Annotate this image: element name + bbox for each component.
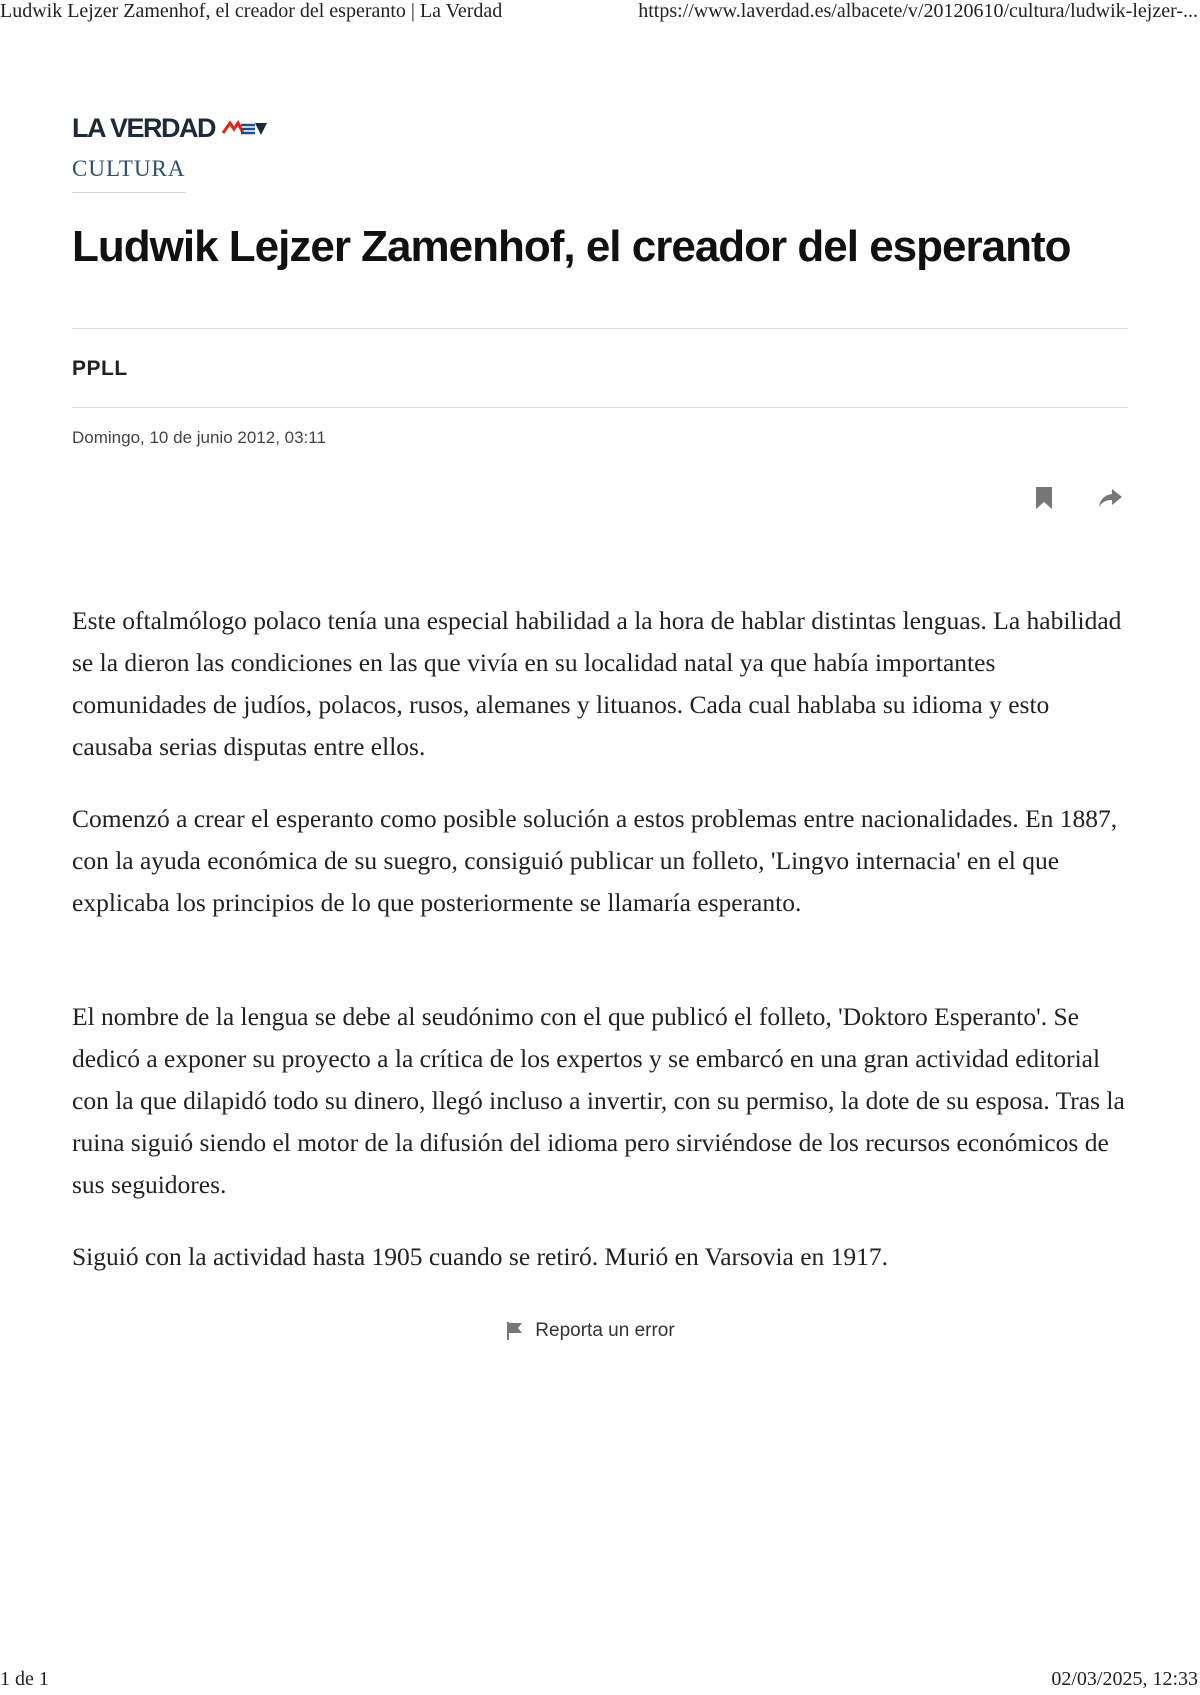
article-tools	[72, 482, 1128, 522]
article-paragraph: El nombre de la lengua se debe al seudónimo con el que publicó el folleto, 'Doktoro Esperanto'. Se dedicó a exponer su proyecto a la crítica de los expertos y se embarcó en una gran actividad editorial con la que dilapidó todo su dinero, llegó incluso a invertir, con su permiso, la dote de su esposa. Tras la ruina siguió siendo el motor de la difusión del idioma pero sirviéndose de los recursos económicos de sus seguidores.	[72, 1001, 1125, 1199]
article-body	[72, 600, 1128, 1278]
print-header	[0, 0, 1200, 26]
article-paragraph: Comenzó a crear el esperanto como posible solución a estos problemas entre nacionalidades. En 1887, con la ayuda económica de su suegro, consiguió publicar un folleto, 'Lingvo internacia' en el que explicaba los principios de lo que posteriormente se llamaría esperanto.	[72, 803, 1118, 917]
report-error-link[interactable]	[72, 1320, 1128, 1342]
site-logo[interactable]	[72, 100, 1128, 156]
section-link-cultura[interactable]: CULTURA	[72, 156, 186, 193]
print-footer	[0, 1668, 1200, 1694]
divider	[72, 407, 1128, 408]
logo-wordmark: LA VERDAD	[72, 112, 216, 143]
print-header-title: Ludwik Lejzer Zamenhof, el creador del esperanto | La Verdad	[0, 0, 503, 22]
article-paragraph: Siguió con la actividad hasta 1905 cuando se retiró. Murió en Varsovia en 1917.	[72, 1241, 889, 1271]
bookmark-button[interactable]	[1028, 482, 1060, 514]
article-page	[72, 100, 1128, 1342]
bookmark-icon	[1034, 486, 1054, 510]
article-paragraph: Este oftalmólogo polaco tenía una especial habilidad a la hora de hablar distintas lenguas. La habilidad se la dieron las condiciones en las que vivía en su localidad natal ya que había importantes comunidades de judíos, polacos, rusos, alemanes y lituanos. Cada cual hablaba su idioma y esto causaba serias disputas entre ellos.	[72, 605, 1122, 761]
article-headline: Ludwik Lejzer Zamenhof, el creador del esperanto	[72, 222, 1071, 271]
flag-icon	[505, 1321, 525, 1341]
share-button[interactable]	[1094, 482, 1126, 514]
article-date: Domingo, 10 de junio 2012, 03:11	[72, 427, 326, 447]
print-footer-page: 1 de 1	[0, 1668, 49, 1690]
logo-mark-icon	[221, 119, 269, 137]
print-header-url: https://www.laverdad.es/albacete/v/20120610/cultura/ludwik-lejzer-...	[638, 0, 1198, 22]
print-footer-datetime: 02/03/2025, 12:33	[1051, 1668, 1198, 1690]
article-author: PPLL	[72, 356, 128, 380]
share-icon	[1097, 487, 1123, 509]
report-error-label: Reporta un error	[535, 1319, 675, 1341]
